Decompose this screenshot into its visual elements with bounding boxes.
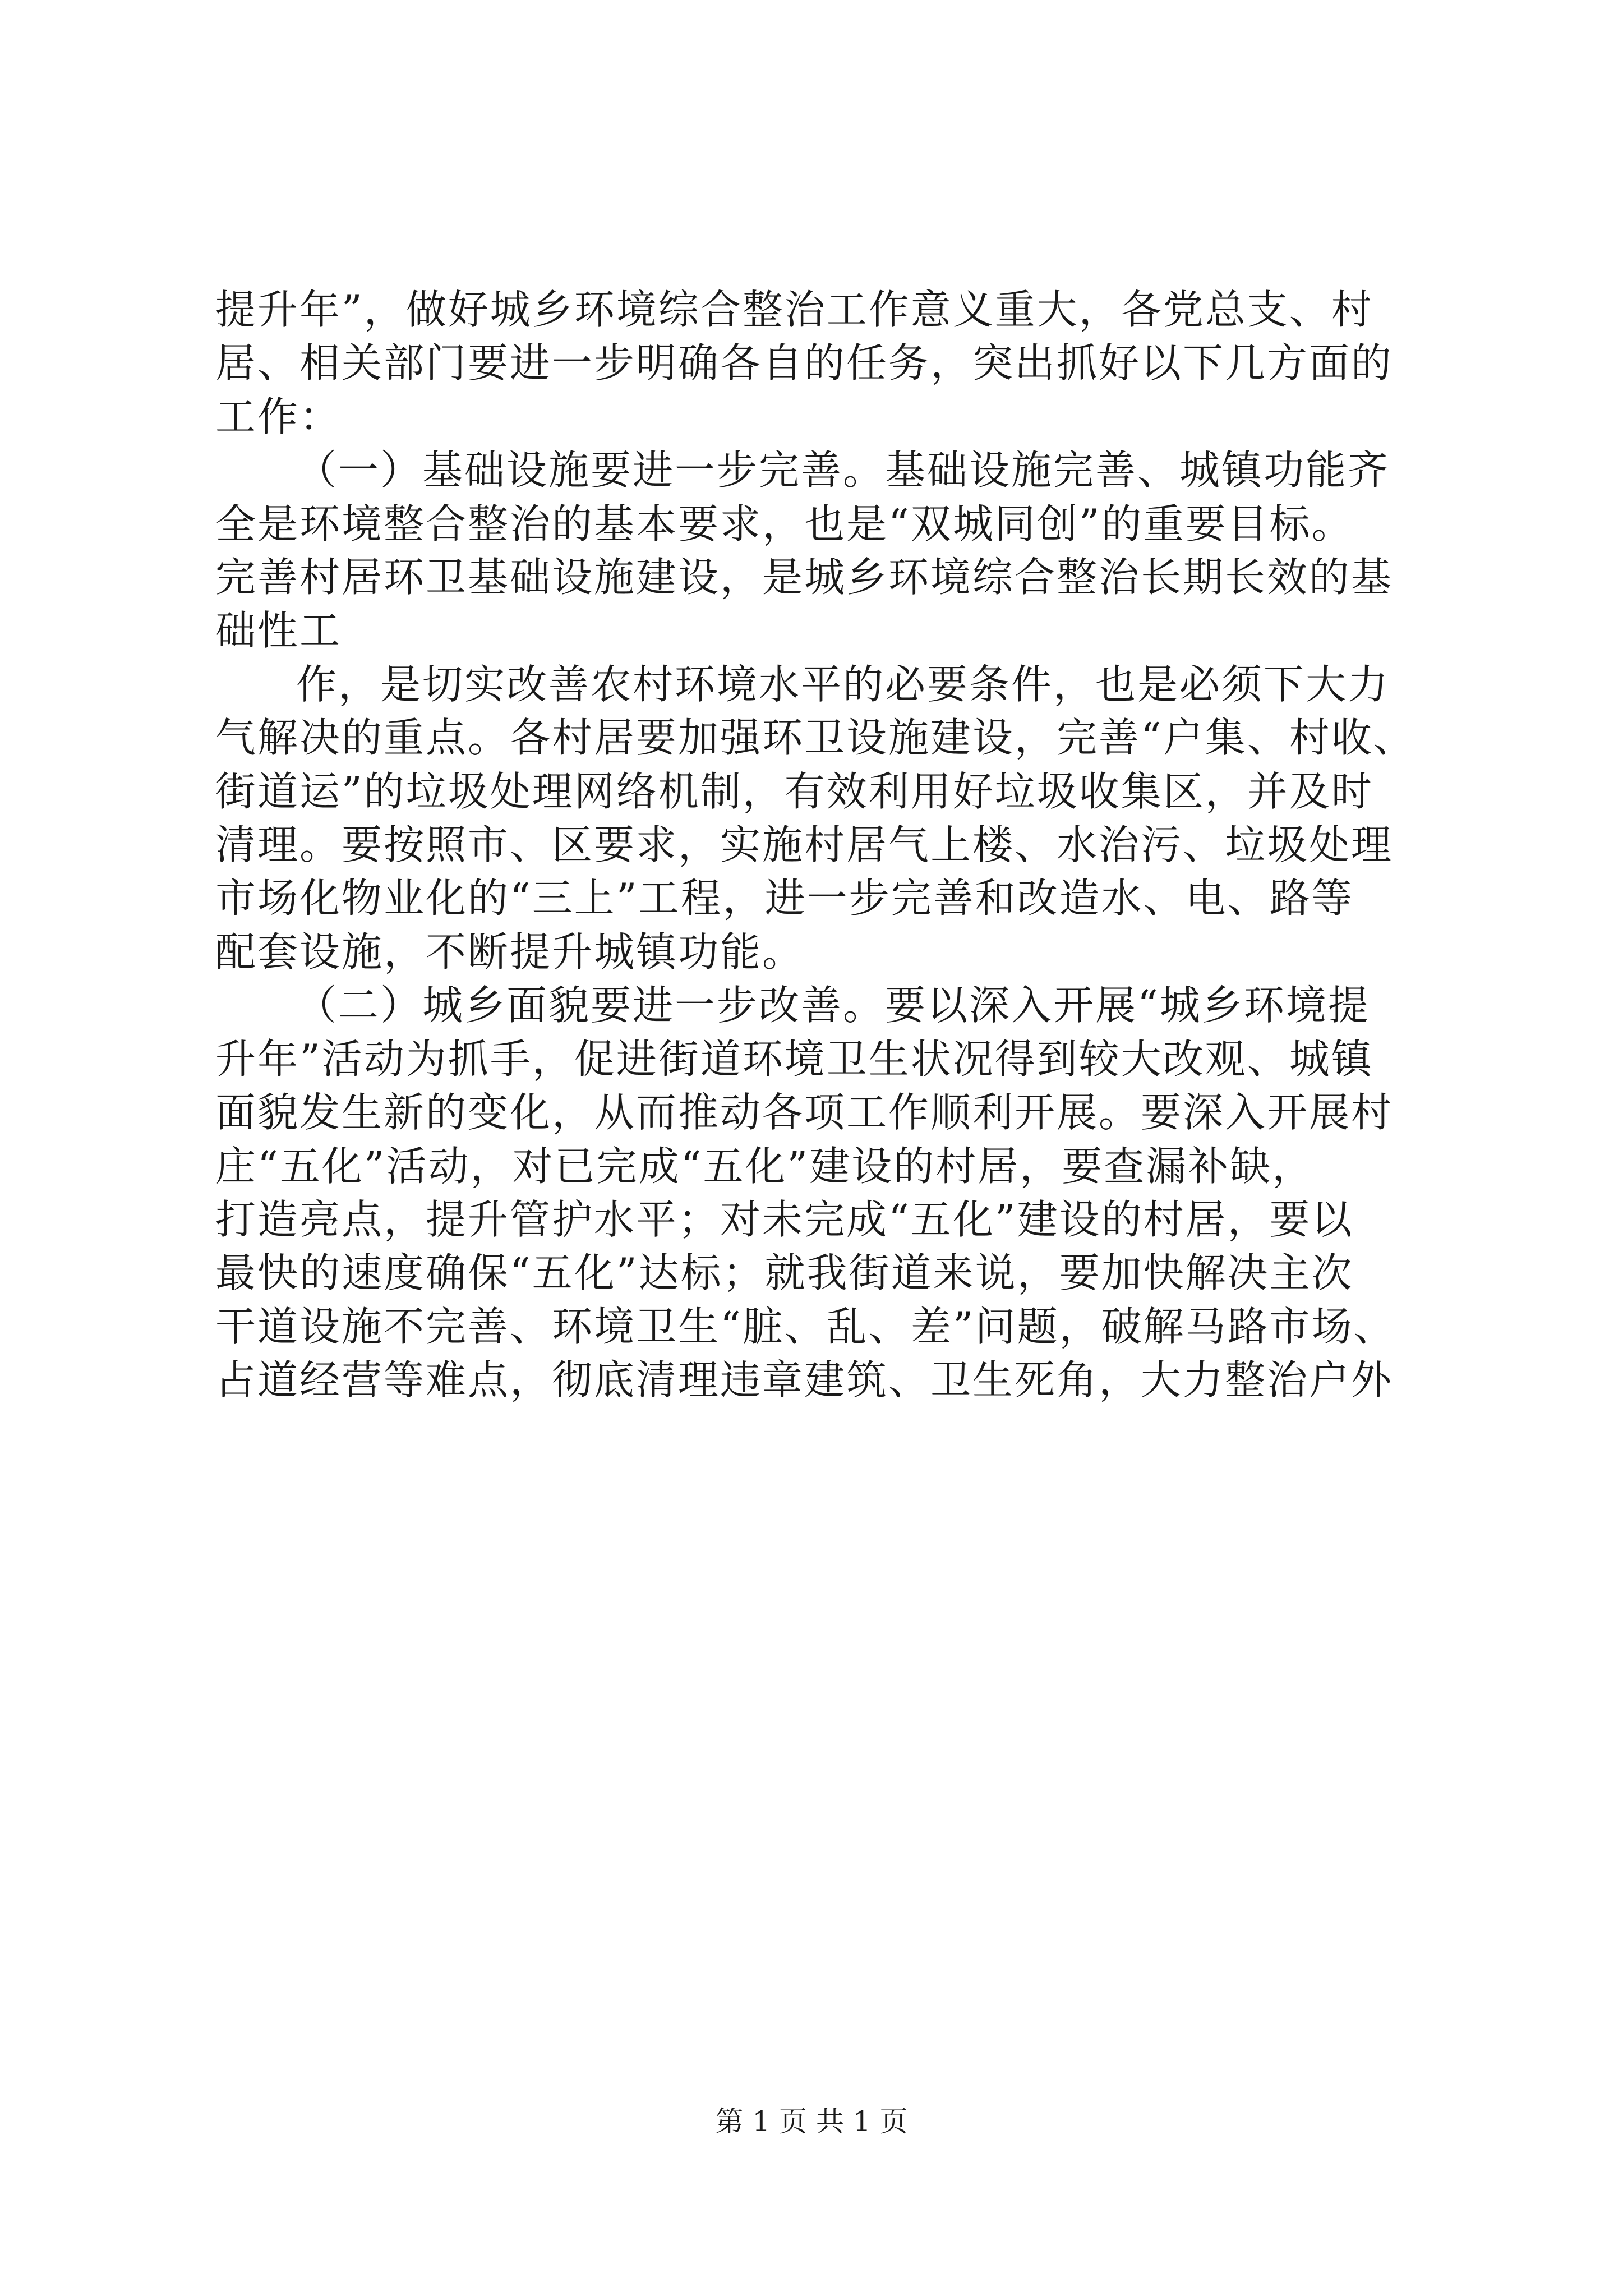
paragraph-sanitation [215, 658, 1415, 979]
text-line: 配套设施，不断提升城镇功能。 [215, 928, 805, 976]
text-line: 提升年”，做好城乡环境综合整治工作意义重大，各党总支、村 [215, 286, 1373, 333]
text-line: （二）城乡面貌要进一步改善。要以深入开展“城乡环境提 [296, 982, 1370, 1029]
text-line: 完善村居环卫基础设施建设，是城乡环境综合整治长期长效的基 [215, 554, 1394, 601]
text-line: 居、相关部门要进一步明确各自的任务，突出抓好以下几方面的 [215, 339, 1394, 387]
text-line: 工作： [215, 393, 342, 440]
text-line: 气解决的重点。各村居要加强环卫设施建设，完善“户集、村收、 [215, 714, 1415, 762]
text-line: 清理。要按照市、区要求，实施村居气上楼、水治污、垃圾处理 [215, 821, 1394, 869]
text-line: 面貌发生新的变化，从而推动各项工作顺利开展。要深入开展村 [215, 1089, 1394, 1137]
text-line: 升年”活动为抓手，促进街道环境卫生状况得到较大改观、城镇 [215, 1035, 1373, 1083]
text-line: 占道经营等难点，彻底清理违章建筑、卫生死角，大力整治户外 [215, 1356, 1394, 1404]
text-line: 市场化物业化的“三上”工程，进一步完善和改造水、电、路等 [215, 875, 1354, 922]
text-line: 干道设施不完善、环境卫生“脏、乱、差”问题，破解马路市场、 [215, 1303, 1396, 1350]
document-body [215, 283, 1415, 1407]
paragraph-appearance [215, 979, 1415, 1407]
paragraph-continuation [215, 283, 1415, 444]
text-line: 础性工 [215, 607, 342, 655]
text-line: 最快的速度确保“五化”达标；就我街道来说，要加快解决主次 [215, 1249, 1354, 1297]
text-line: 庄“五化”活动，对已完成“五化”建设的村居，要查漏补缺， [215, 1142, 1315, 1190]
paragraph-infrastructure [215, 444, 1415, 658]
page-number-footer: 第 1 页 共 1 页 [715, 2105, 908, 2138]
text-line: 打造亮点，提升管护水平；对未完成“五化”建设的村居，要以 [215, 1195, 1354, 1243]
text-line: 街道运”的垃圾处理网络机制，有效利用好垃圾收集区，并及时 [215, 767, 1373, 815]
text-line: （一）基础设施要进一步完善。基础设施完善、城镇功能齐 [296, 447, 1390, 494]
text-line: 全是环境整合整治的基本要求，也是“双城同创”的重要目标。 [215, 500, 1354, 547]
text-line: 作，是切实改善农村环境水平的必要条件，也是必须下大力 [296, 660, 1390, 708]
